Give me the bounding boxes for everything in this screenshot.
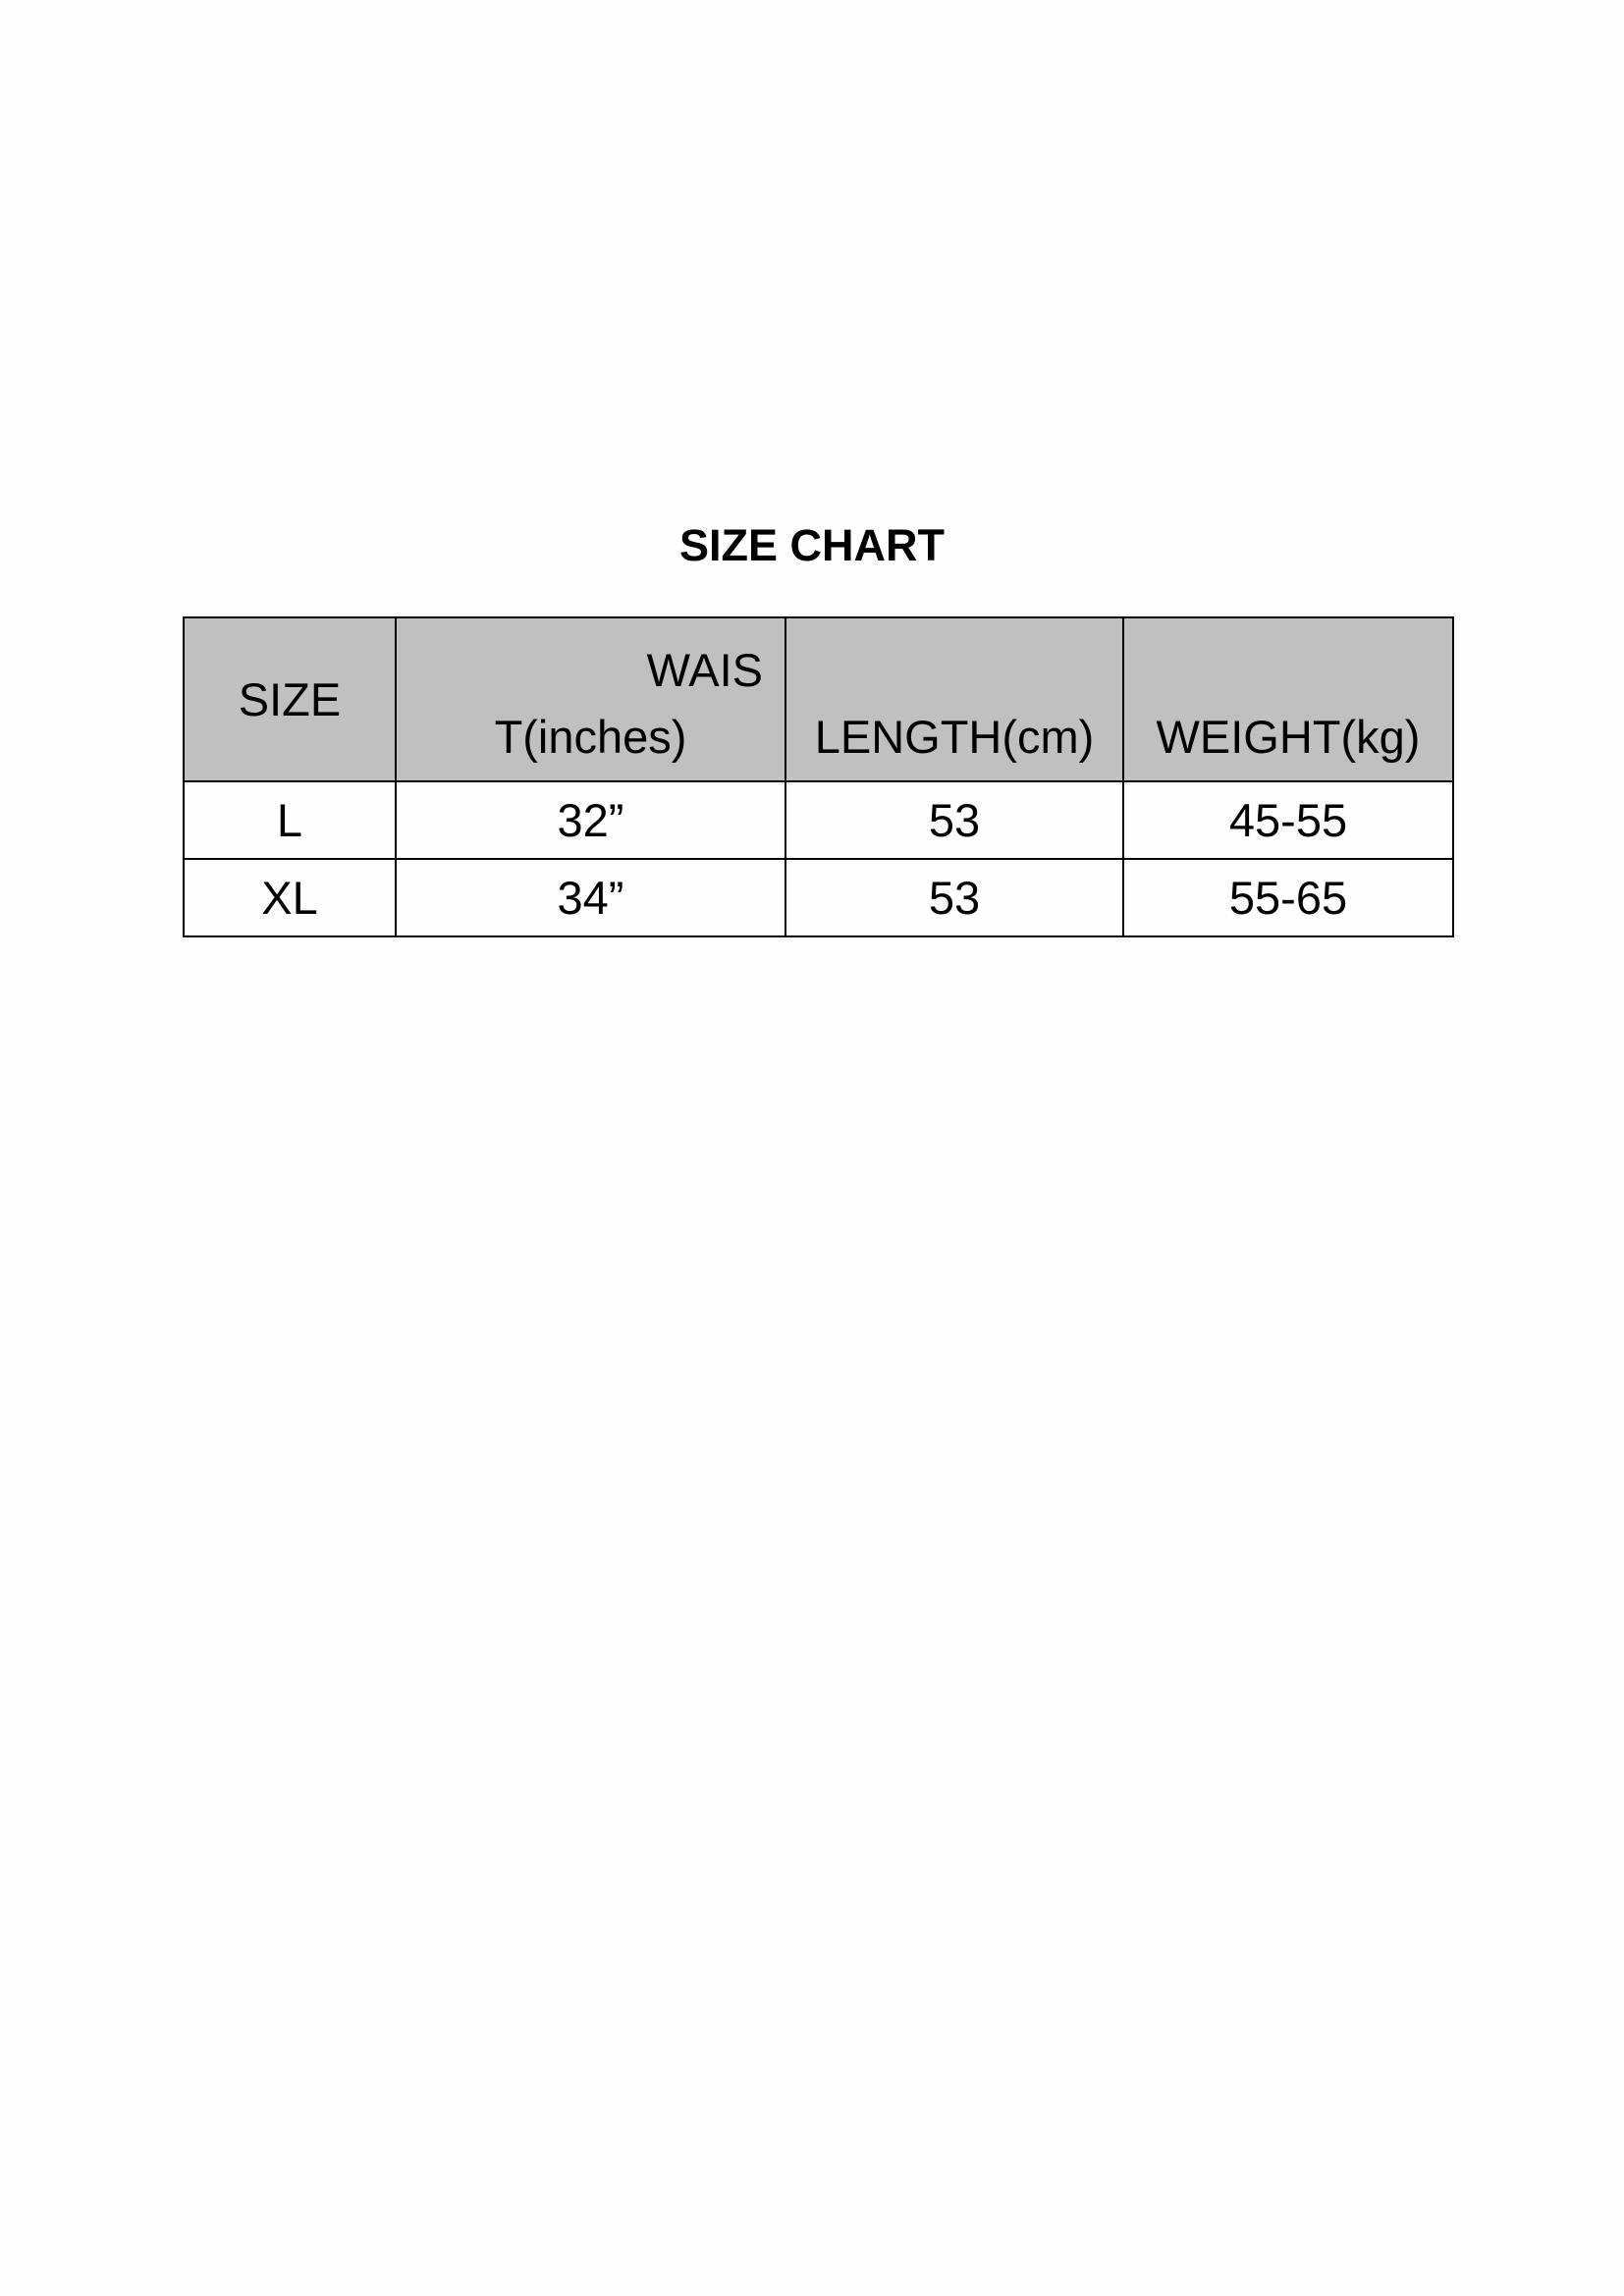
- header-length: LENGTH(cm): [785, 617, 1123, 781]
- cell-weight: 45-55: [1123, 781, 1453, 859]
- cell-waist: 32”: [396, 781, 785, 859]
- header-weight: WEIGHT(kg): [1123, 617, 1453, 781]
- table-row: [184, 859, 1453, 936]
- cell-weight: 55-65: [1123, 859, 1453, 936]
- cell-length: 53: [785, 859, 1123, 936]
- header-waist-line2: T(inches): [494, 711, 687, 763]
- size-chart-table: [183, 616, 1454, 937]
- header-waist: [396, 617, 785, 781]
- page-title: SIZE CHART: [679, 520, 945, 570]
- table-header-row: [184, 617, 1453, 781]
- cell-size: XL: [184, 859, 396, 936]
- header-size: SIZE: [184, 617, 396, 781]
- header-waist-line1: WAIS: [646, 644, 763, 696]
- cell-waist: 34”: [396, 859, 785, 936]
- cell-size: L: [184, 781, 396, 859]
- table-row: [184, 781, 1453, 859]
- cell-length: 53: [785, 781, 1123, 859]
